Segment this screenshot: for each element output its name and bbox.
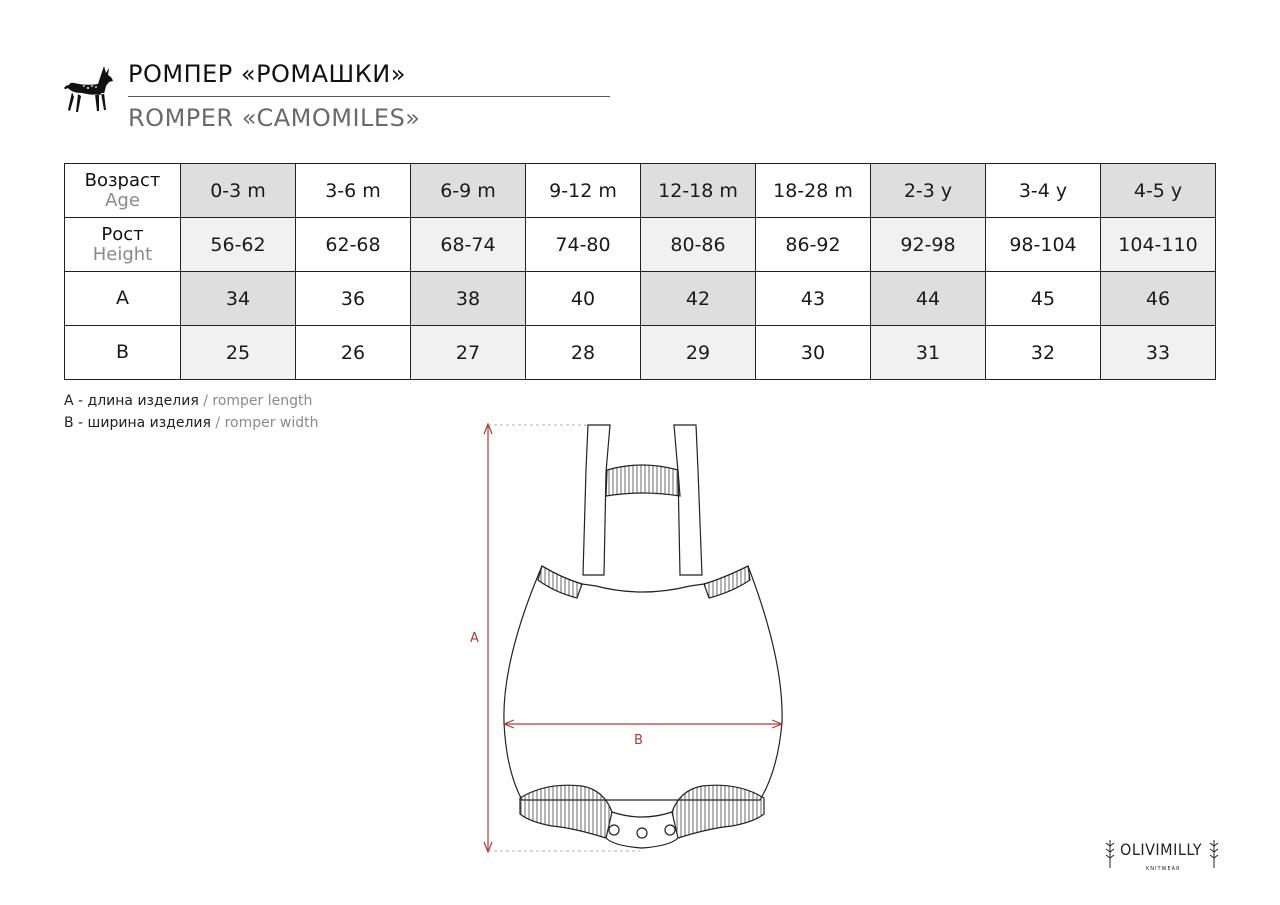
table-cell: 44: [871, 272, 986, 326]
romper-outline: [504, 425, 782, 848]
legend-b-en: romper width: [224, 415, 319, 431]
row-header-b: B: [65, 326, 181, 380]
table-cell: 3-6 m: [296, 164, 411, 218]
table-cell: 9-12 m: [526, 164, 641, 218]
legend-a-en: romper length: [212, 393, 313, 409]
table-cell: 98-104: [986, 218, 1101, 272]
brand-name: OLIVIMILLY: [1120, 840, 1203, 859]
table-cell: 18-28 m: [756, 164, 871, 218]
table-cell: 92-98: [871, 218, 986, 272]
table-cell: 4-5 y: [1101, 164, 1216, 218]
table-cell: 0-3 m: [181, 164, 296, 218]
legend-separator: /: [210, 415, 225, 431]
table-cell: 46: [1101, 272, 1216, 326]
table-cell: 86-92: [756, 218, 871, 272]
table-cell: 26: [296, 326, 411, 380]
row-label-ru: Рост: [101, 223, 144, 245]
table-cell: 34: [181, 272, 296, 326]
table-cell: 27: [411, 326, 526, 380]
table-cell: 30: [756, 326, 871, 380]
row-header-a: A: [65, 272, 181, 326]
table-cell: 6-9 m: [411, 164, 526, 218]
table-cell: 104-110: [1101, 218, 1216, 272]
table-cell: 38: [411, 272, 526, 326]
legend-separator: /: [198, 393, 213, 409]
table-cell: 56-62: [181, 218, 296, 272]
table-cell: 25: [181, 326, 296, 380]
table-row-age: [65, 164, 1216, 218]
legend-b: [64, 415, 319, 431]
row-header-age: [65, 164, 181, 218]
deer-icon: [62, 66, 116, 128]
table-cell: 2-3 y: [871, 164, 986, 218]
table-cell: 36: [296, 272, 411, 326]
brand-subtitle: KNITWEAR: [1146, 866, 1181, 872]
measure-a-label: A: [470, 631, 479, 646]
table-cell: 33: [1101, 326, 1216, 380]
table-cell: 62-68: [296, 218, 411, 272]
table-cell: 42: [641, 272, 756, 326]
table-row-height: [65, 218, 1216, 272]
page-title-en: ROMPER «CAMOMILES»: [128, 104, 421, 132]
table-row-b: [65, 326, 1216, 380]
table-cell: 43: [756, 272, 871, 326]
table-cell: 74-80: [526, 218, 641, 272]
table-cell: 31: [871, 326, 986, 380]
table-cell: 40: [526, 272, 641, 326]
table-cell: 28: [526, 326, 641, 380]
measure-b-label: B: [634, 733, 643, 748]
table-cell: 12-18 m: [641, 164, 756, 218]
table-cell: 29: [641, 326, 756, 380]
table-cell: 80-86: [641, 218, 756, 272]
legend-a: [64, 393, 312, 409]
table-cell: 68-74: [411, 218, 526, 272]
table-row-a: [65, 272, 1216, 326]
row-header-height: [65, 218, 181, 272]
row-label-en: Age: [105, 189, 140, 211]
title-divider: [128, 96, 610, 97]
romper-diagram: [440, 418, 820, 858]
legend-b-ru: B - ширина изделия: [64, 415, 211, 431]
table-cell: 45: [986, 272, 1101, 326]
page-title-ru: РОМПЕР «РОМАШКИ»: [128, 60, 406, 88]
row-label-ru: Возраст: [84, 169, 161, 191]
legend-a-ru: A - длина изделия: [64, 393, 199, 409]
row-label-en: Height: [92, 243, 153, 265]
size-table: [64, 163, 1216, 380]
table-cell: 3-4 y: [986, 164, 1101, 218]
table-cell: 32: [986, 326, 1101, 380]
